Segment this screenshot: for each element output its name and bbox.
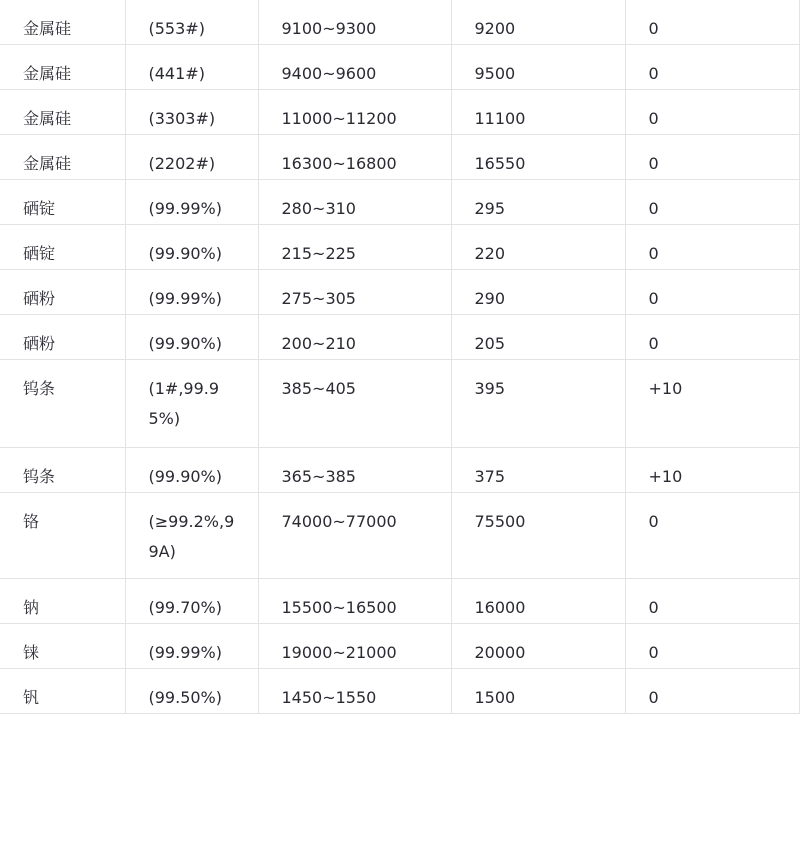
- table-row: [0, 315, 799, 360]
- average-price-cell: 75500: [451, 493, 625, 579]
- price-change-cell: 0: [625, 669, 799, 714]
- average-price-cell: 290: [451, 270, 625, 315]
- table-row: [0, 579, 799, 624]
- spec-cell: (3303#): [125, 90, 258, 135]
- average-price-cell: 9500: [451, 45, 625, 90]
- metal-name-cell: 硒粉: [0, 315, 125, 360]
- table-row: [0, 90, 799, 135]
- price-range-cell: 385~405: [258, 360, 451, 448]
- price-change-cell: 0: [625, 0, 799, 45]
- spec-cell: (99.99%): [125, 180, 258, 225]
- spec-cell: (99.99%): [125, 270, 258, 315]
- spec-cell: (99.90%): [125, 448, 258, 493]
- metal-name-cell: 金属硅: [0, 0, 125, 45]
- metal-name-cell: 钠: [0, 579, 125, 624]
- price-range-cell: 275~305: [258, 270, 451, 315]
- metal-name-cell: 硒锭: [0, 225, 125, 270]
- average-price-cell: 395: [451, 360, 625, 448]
- price-change-cell: 0: [625, 225, 799, 270]
- table-row: [0, 270, 799, 315]
- price-change-cell: 0: [625, 315, 799, 360]
- metal-name-cell: 硒锭: [0, 180, 125, 225]
- average-price-cell: 295: [451, 180, 625, 225]
- price-change-cell: 0: [625, 45, 799, 90]
- table-row: [0, 493, 799, 579]
- price-range-cell: 9100~9300: [258, 0, 451, 45]
- table-row: [0, 669, 799, 714]
- average-price-cell: 9200: [451, 0, 625, 45]
- average-price-cell: 220: [451, 225, 625, 270]
- price-range-cell: 16300~16800: [258, 135, 451, 180]
- spec-cell: (99.50%): [125, 669, 258, 714]
- metal-name-cell: 硒粉: [0, 270, 125, 315]
- spec-cell: (≥99.2%,99A): [125, 493, 258, 579]
- price-change-cell: 0: [625, 579, 799, 624]
- price-change-cell: 0: [625, 90, 799, 135]
- spec-cell: (553#): [125, 0, 258, 45]
- price-change-cell: 0: [625, 135, 799, 180]
- price-range-cell: 365~385: [258, 448, 451, 493]
- price-change-cell: 0: [625, 624, 799, 669]
- spec-cell: (1#,99.95%): [125, 360, 258, 448]
- table-row: [0, 0, 799, 45]
- metal-name-cell: 金属硅: [0, 45, 125, 90]
- price-range-cell: 11000~11200: [258, 90, 451, 135]
- table-row: [0, 45, 799, 90]
- average-price-cell: 1500: [451, 669, 625, 714]
- spec-cell: (2202#): [125, 135, 258, 180]
- average-price-cell: 11100: [451, 90, 625, 135]
- price-range-cell: 1450~1550: [258, 669, 451, 714]
- price-change-cell: 0: [625, 493, 799, 579]
- average-price-cell: 375: [451, 448, 625, 493]
- metal-name-cell: 钨条: [0, 448, 125, 493]
- average-price-cell: 16000: [451, 579, 625, 624]
- average-price-cell: 16550: [451, 135, 625, 180]
- metal-name-cell: 铬: [0, 493, 125, 579]
- table-row: [0, 180, 799, 225]
- metal-name-cell: 钨条: [0, 360, 125, 448]
- table-row: [0, 624, 799, 669]
- price-change-cell: +10: [625, 360, 799, 448]
- price-range-cell: 200~210: [258, 315, 451, 360]
- price-change-cell: 0: [625, 270, 799, 315]
- price-range-cell: 215~225: [258, 225, 451, 270]
- table-row: [0, 448, 799, 493]
- price-range-cell: 15500~16500: [258, 579, 451, 624]
- spec-cell: (99.90%): [125, 225, 258, 270]
- price-range-cell: 19000~21000: [258, 624, 451, 669]
- average-price-cell: 20000: [451, 624, 625, 669]
- table-row: [0, 135, 799, 180]
- price-range-cell: 74000~77000: [258, 493, 451, 579]
- average-price-cell: 205: [451, 315, 625, 360]
- spec-cell: (99.99%): [125, 624, 258, 669]
- spec-cell: (99.70%): [125, 579, 258, 624]
- metal-name-cell: 金属硅: [0, 135, 125, 180]
- spec-cell: (99.90%): [125, 315, 258, 360]
- metal-name-cell: 钒: [0, 669, 125, 714]
- metal-name-cell: 铼: [0, 624, 125, 669]
- metal-name-cell: 金属硅: [0, 90, 125, 135]
- price-range-cell: 280~310: [258, 180, 451, 225]
- table-row: [0, 225, 799, 270]
- spec-cell: (441#): [125, 45, 258, 90]
- table-row: [0, 360, 799, 448]
- price-range-cell: 9400~9600: [258, 45, 451, 90]
- price-change-cell: 0: [625, 180, 799, 225]
- price-change-cell: +10: [625, 448, 799, 493]
